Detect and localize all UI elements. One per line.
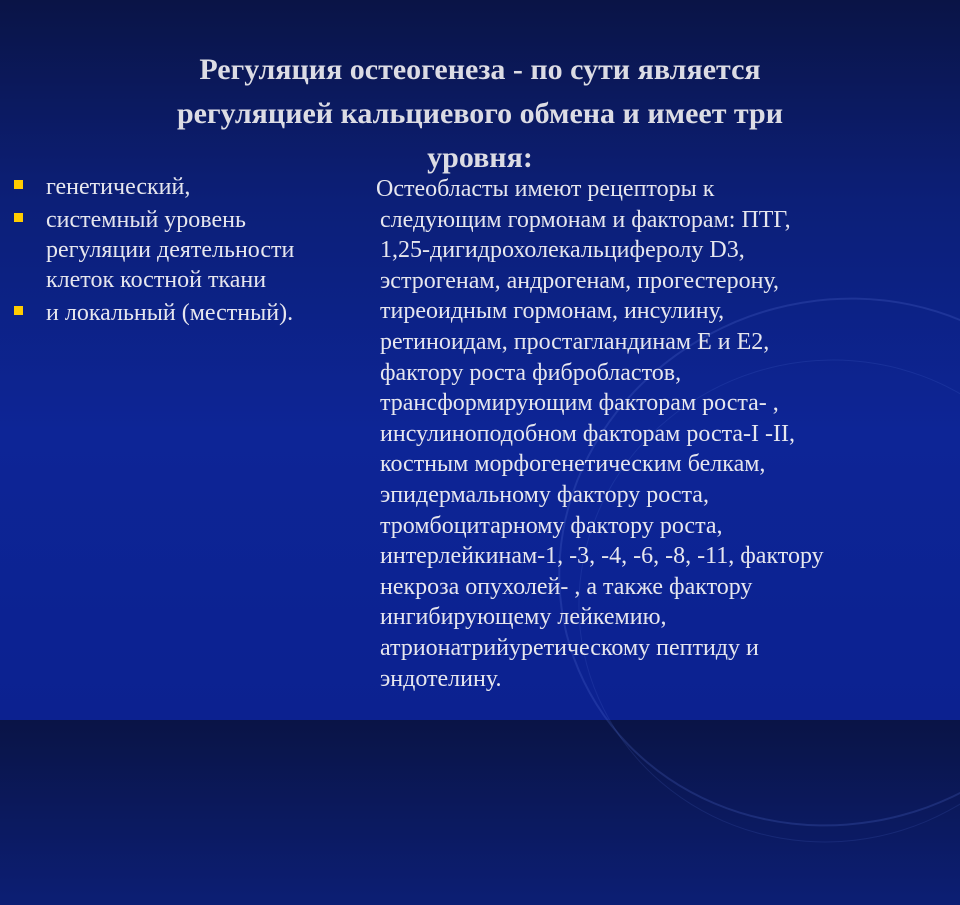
paragraph-line: интерлейкинам-1, -3, -4, -6, -8, -11, фактору <box>380 543 824 570</box>
bullet-icon <box>14 180 23 189</box>
paragraph-line: эпидермальному фактору роста, <box>380 481 709 508</box>
paragraph-line: тиреоидным гормонам, инсулину, <box>380 298 725 325</box>
paragraph-line: инсулиноподобном факторам роста-I -II, <box>380 420 795 447</box>
level-text: генетический, <box>46 174 191 200</box>
bullet-icon <box>14 306 23 315</box>
level-item <box>8 298 338 328</box>
paragraph-line: тромбоцитарному фактору роста, <box>380 512 723 539</box>
receptors-paragraph <box>372 174 956 694</box>
paragraph-line: эндотелину. <box>380 665 502 692</box>
paragraph-line: ретиноидам, простагландинам Е и Е2, <box>380 328 770 355</box>
title-line: регуляцией кальциевого обмена и имеет три <box>176 97 784 131</box>
paragraph-line: некроза опухолей- , а также фактору <box>380 573 753 600</box>
title-line: уровня: <box>427 141 533 175</box>
paragraph-line: 1,25-дигидрохолекальциферолу D3, <box>380 237 745 264</box>
bullet-icon <box>14 213 23 222</box>
slide-title <box>60 48 900 180</box>
level-text: и локальный (местный). <box>46 300 294 326</box>
level-item <box>8 205 338 295</box>
levels-list <box>8 172 338 331</box>
paragraph-line: Остеобласты имеют рецепторы к <box>376 176 715 202</box>
paragraph-line: костным морфогенетическим белкам, <box>380 451 766 478</box>
paragraph-line: эстрогенам, андрогенам, прогестерону, <box>380 267 780 294</box>
paragraph-line: атрионатрийуретическому пептиду и <box>380 634 759 661</box>
level-text: системный уровень регуляции деятельности клеток костной ткани <box>46 207 295 293</box>
title-line: Регуляция остеогенеза - по сути является <box>199 53 761 87</box>
level-item <box>8 172 338 202</box>
paragraph-line: ингибирующему лейкемию, <box>380 604 667 631</box>
paragraph-line: фактору роста фибробластов, <box>380 359 682 386</box>
paragraph-line: трансформирующим факторам роста- , <box>380 390 779 417</box>
paragraph-line: следующим гормонам и факторам: ПТГ, <box>380 206 791 233</box>
